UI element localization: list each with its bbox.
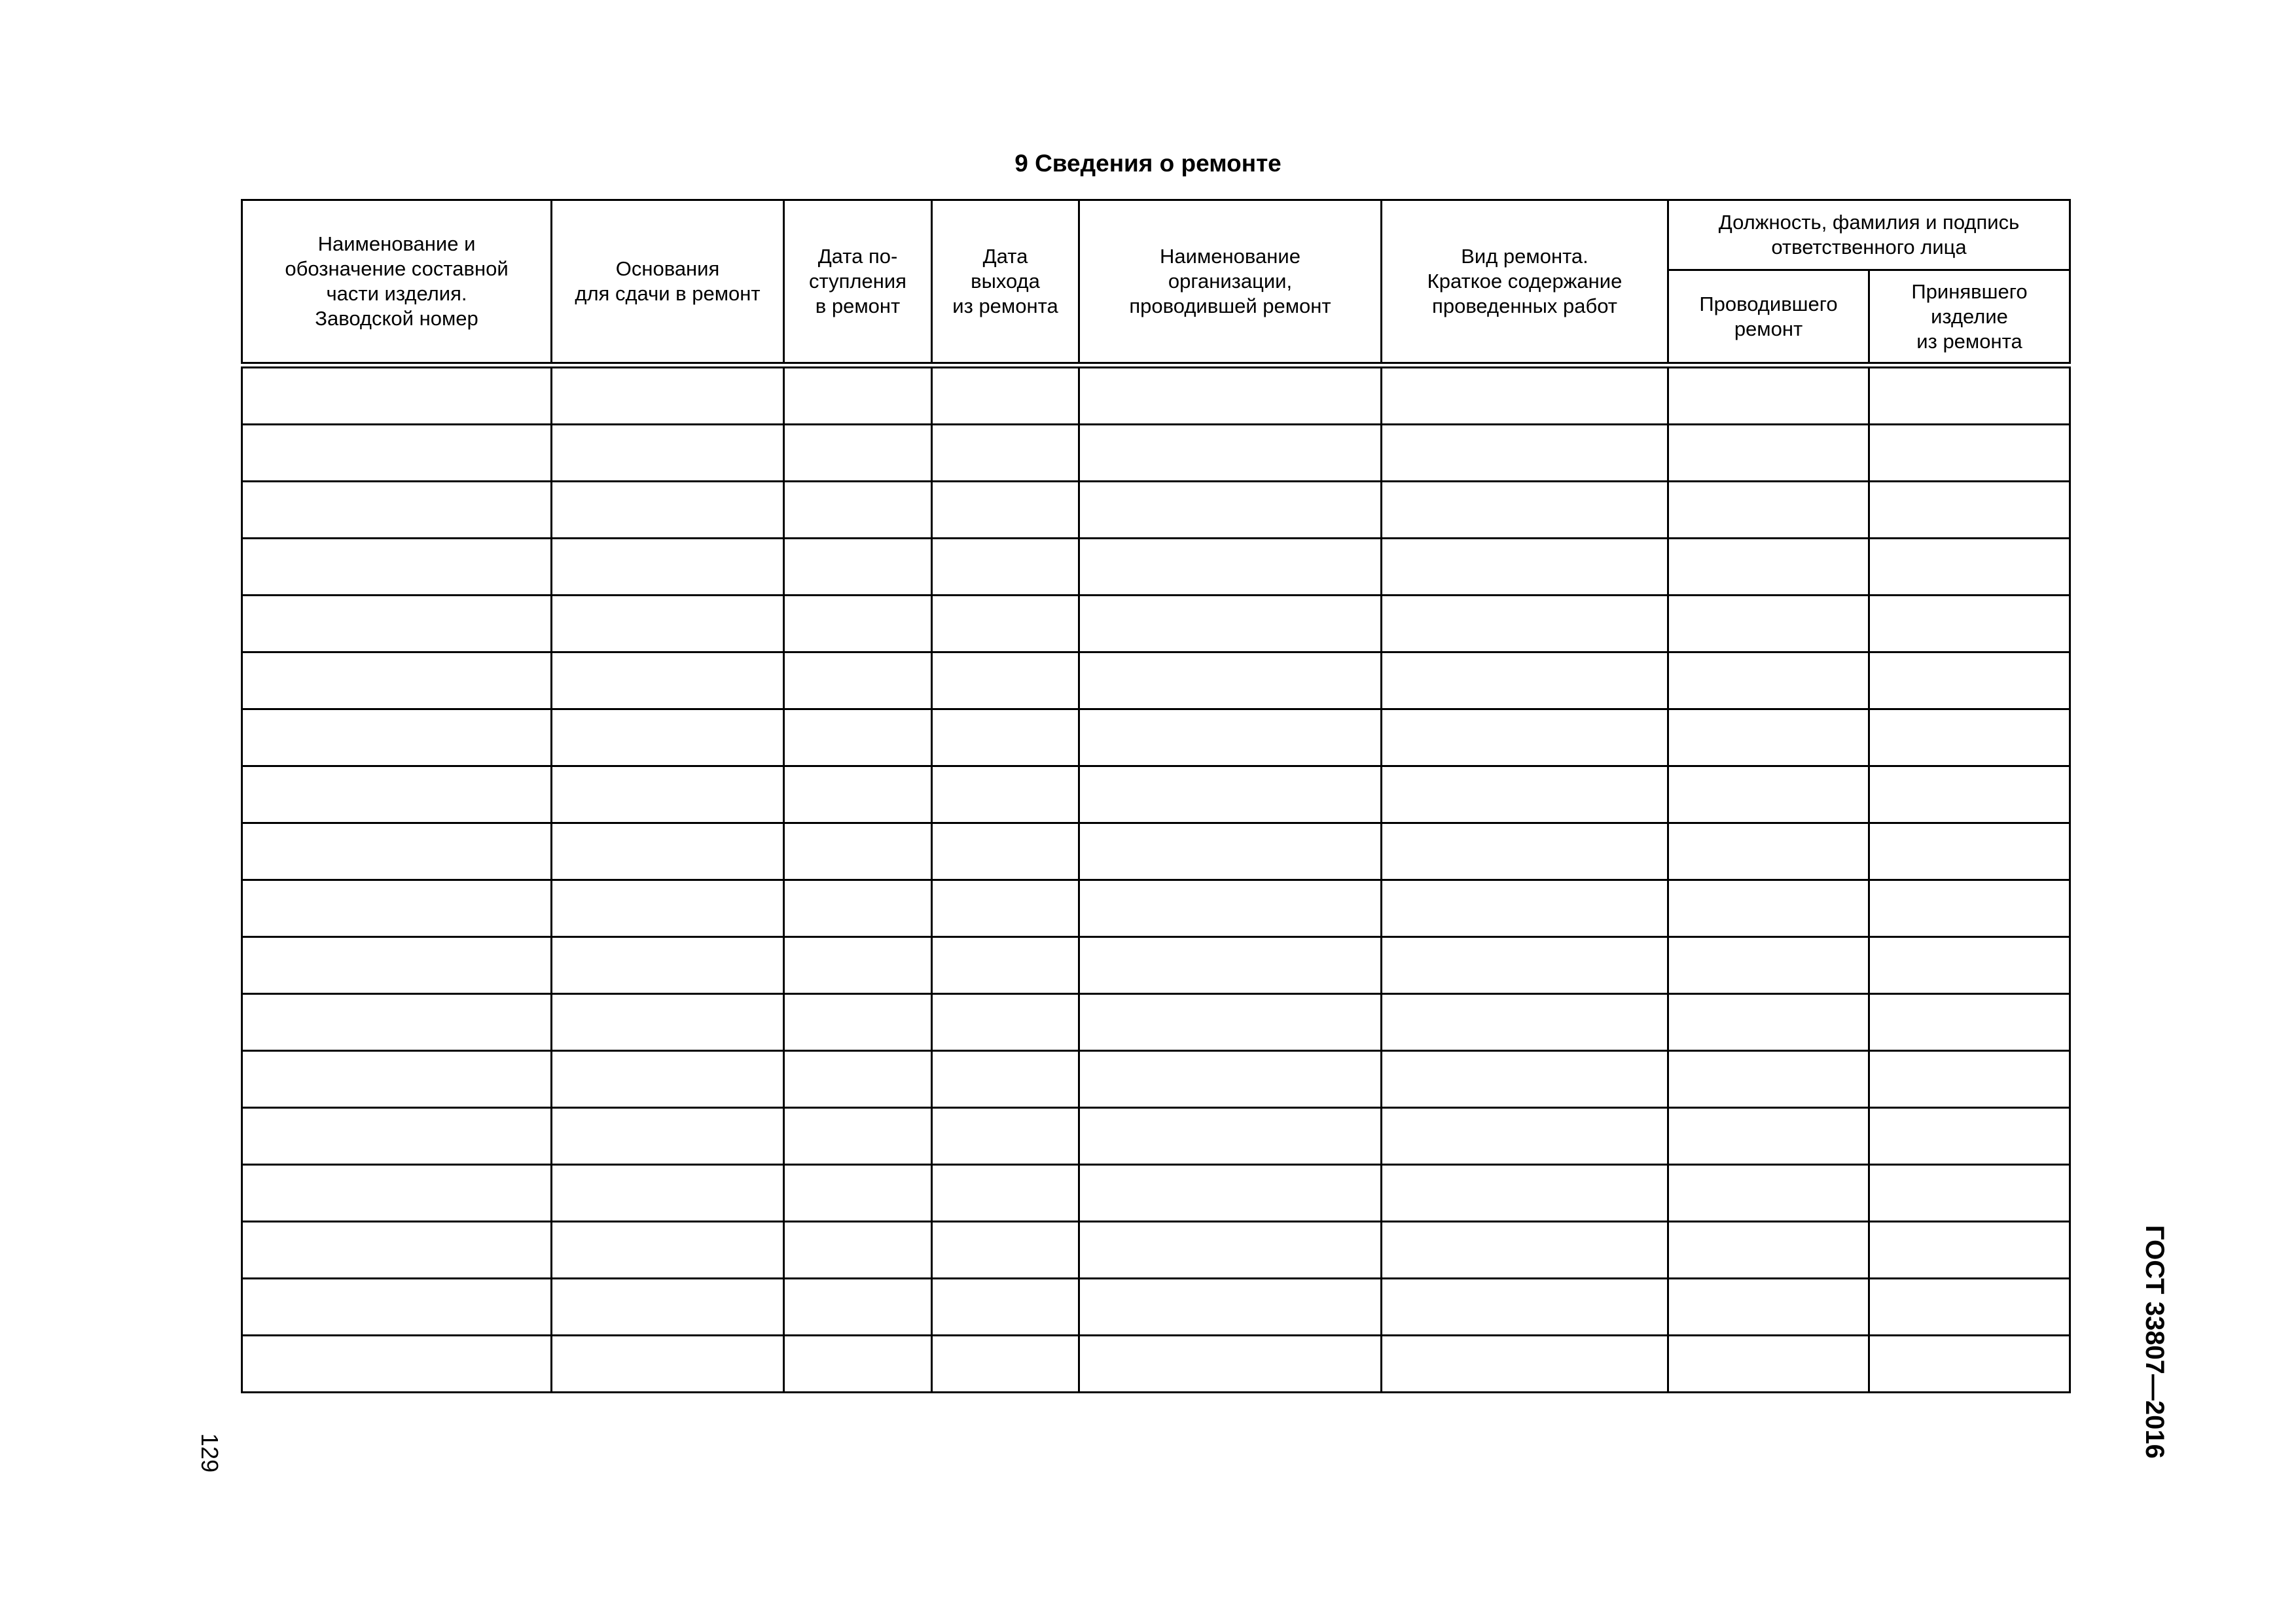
cell-date-in bbox=[784, 1222, 932, 1279]
cell-organization bbox=[1079, 539, 1382, 596]
table-row bbox=[242, 539, 2070, 596]
repair-records-table bbox=[241, 199, 2071, 1393]
cell-basis bbox=[552, 365, 784, 425]
table-row bbox=[242, 425, 2070, 482]
cell-component bbox=[242, 709, 552, 766]
cell-basis bbox=[552, 1108, 784, 1165]
table-row bbox=[242, 1165, 2070, 1222]
cell-date-out bbox=[932, 1279, 1079, 1336]
cell-basis bbox=[552, 425, 784, 482]
cell-performed bbox=[1668, 823, 1869, 880]
cell-accepted bbox=[1869, 937, 2070, 994]
cell-repair-type bbox=[1382, 1165, 1668, 1222]
cell-repair-type bbox=[1382, 1108, 1668, 1165]
cell-accepted bbox=[1869, 596, 2070, 652]
table-row bbox=[242, 766, 2070, 823]
cell-component bbox=[242, 482, 552, 539]
cell-date-out bbox=[932, 880, 1079, 937]
cell-repair-type bbox=[1382, 596, 1668, 652]
cell-component bbox=[242, 365, 552, 425]
cell-basis bbox=[552, 880, 784, 937]
cell-date-out bbox=[932, 1222, 1079, 1279]
cell-performed bbox=[1668, 880, 1869, 937]
cell-date-out bbox=[932, 937, 1079, 994]
cell-accepted bbox=[1869, 1279, 2070, 1336]
cell-accepted bbox=[1869, 1336, 2070, 1393]
cell-accepted bbox=[1869, 1051, 2070, 1108]
cell-date-out bbox=[932, 482, 1079, 539]
cell-accepted bbox=[1869, 1165, 2070, 1222]
cell-date-in bbox=[784, 880, 932, 937]
cell-component bbox=[242, 539, 552, 596]
cell-organization bbox=[1079, 1051, 1382, 1108]
cell-organization bbox=[1079, 596, 1382, 652]
header-performed: Проводившего ремонт bbox=[1668, 270, 1869, 366]
cell-performed bbox=[1668, 1108, 1869, 1165]
cell-date-in bbox=[784, 652, 932, 709]
table-header-row bbox=[242, 200, 2070, 270]
cell-organization bbox=[1079, 766, 1382, 823]
cell-performed bbox=[1668, 1051, 1869, 1108]
cell-performed bbox=[1668, 365, 1869, 425]
cell-performed bbox=[1668, 425, 1869, 482]
cell-date-out bbox=[932, 766, 1079, 823]
cell-basis bbox=[552, 652, 784, 709]
cell-component bbox=[242, 766, 552, 823]
cell-date-in bbox=[784, 937, 932, 994]
table-row bbox=[242, 823, 2070, 880]
cell-performed bbox=[1668, 937, 1869, 994]
cell-organization bbox=[1079, 1279, 1382, 1336]
cell-date-in bbox=[784, 709, 932, 766]
cell-basis bbox=[552, 709, 784, 766]
cell-accepted bbox=[1869, 709, 2070, 766]
table-row bbox=[242, 365, 2070, 425]
cell-organization bbox=[1079, 482, 1382, 539]
header-component: Наименование и обозначение составной части изделия. Заводской номер bbox=[242, 200, 552, 366]
table-row bbox=[242, 596, 2070, 652]
cell-date-in bbox=[784, 766, 932, 823]
cell-date-in bbox=[784, 1336, 932, 1393]
cell-accepted bbox=[1869, 1222, 2070, 1279]
cell-component bbox=[242, 1108, 552, 1165]
cell-accepted bbox=[1869, 880, 2070, 937]
table-row bbox=[242, 709, 2070, 766]
cell-date-in bbox=[784, 823, 932, 880]
cell-date-out bbox=[932, 994, 1079, 1051]
cell-accepted bbox=[1869, 766, 2070, 823]
cell-component bbox=[242, 937, 552, 994]
cell-basis bbox=[552, 766, 784, 823]
cell-date-out bbox=[932, 1165, 1079, 1222]
cell-performed bbox=[1668, 1165, 1869, 1222]
cell-date-out bbox=[932, 596, 1079, 652]
cell-basis bbox=[552, 1279, 784, 1336]
cell-basis bbox=[552, 1165, 784, 1222]
cell-repair-type bbox=[1382, 1279, 1668, 1336]
cell-date-out bbox=[932, 652, 1079, 709]
table-row bbox=[242, 652, 2070, 709]
cell-basis bbox=[552, 823, 784, 880]
cell-basis bbox=[552, 539, 784, 596]
cell-basis bbox=[552, 482, 784, 539]
cell-performed bbox=[1668, 482, 1869, 539]
header-repair-type: Вид ремонта. Краткое содержание проведенных работ bbox=[1382, 200, 1668, 366]
cell-organization bbox=[1079, 994, 1382, 1051]
cell-accepted bbox=[1869, 365, 2070, 425]
header-date-in: Дата по- ступления в ремонт bbox=[784, 200, 932, 366]
cell-basis bbox=[552, 596, 784, 652]
cell-date-in bbox=[784, 365, 932, 425]
cell-performed bbox=[1668, 709, 1869, 766]
cell-organization bbox=[1079, 937, 1382, 994]
cell-performed bbox=[1668, 652, 1869, 709]
cell-component bbox=[242, 994, 552, 1051]
document-code: ГОСТ 33807—2016 bbox=[2140, 1225, 2169, 1459]
cell-accepted bbox=[1869, 652, 2070, 709]
cell-accepted bbox=[1869, 482, 2070, 539]
cell-basis bbox=[552, 1051, 784, 1108]
cell-component bbox=[242, 1279, 552, 1336]
cell-component bbox=[242, 823, 552, 880]
cell-performed bbox=[1668, 1222, 1869, 1279]
cell-repair-type bbox=[1382, 482, 1668, 539]
cell-component bbox=[242, 425, 552, 482]
cell-component bbox=[242, 1336, 552, 1393]
cell-date-out bbox=[932, 709, 1079, 766]
header-basis: Основания для сдачи в ремонт bbox=[552, 200, 784, 366]
table-row bbox=[242, 1222, 2070, 1279]
cell-organization bbox=[1079, 425, 1382, 482]
cell-repair-type bbox=[1382, 1336, 1668, 1393]
cell-organization bbox=[1079, 880, 1382, 937]
cell-repair-type bbox=[1382, 994, 1668, 1051]
cell-basis bbox=[552, 937, 784, 994]
cell-date-out bbox=[932, 823, 1079, 880]
table-body bbox=[242, 365, 2070, 1393]
cell-repair-type bbox=[1382, 539, 1668, 596]
cell-repair-type bbox=[1382, 766, 1668, 823]
cell-organization bbox=[1079, 652, 1382, 709]
cell-accepted bbox=[1869, 994, 2070, 1051]
cell-repair-type bbox=[1382, 1051, 1668, 1108]
cell-repair-type bbox=[1382, 365, 1668, 425]
cell-organization bbox=[1079, 709, 1382, 766]
cell-date-out bbox=[932, 1336, 1079, 1393]
cell-organization bbox=[1079, 823, 1382, 880]
cell-repair-type bbox=[1382, 709, 1668, 766]
cell-date-in bbox=[784, 425, 932, 482]
cell-basis bbox=[552, 1222, 784, 1279]
cell-repair-type bbox=[1382, 937, 1668, 994]
cell-component bbox=[242, 880, 552, 937]
cell-date-in bbox=[784, 539, 932, 596]
cell-organization bbox=[1079, 1165, 1382, 1222]
cell-date-in bbox=[784, 1051, 932, 1108]
table-row bbox=[242, 1336, 2070, 1393]
cell-date-out bbox=[932, 539, 1079, 596]
cell-organization bbox=[1079, 1222, 1382, 1279]
cell-basis bbox=[552, 1336, 784, 1393]
cell-performed bbox=[1668, 539, 1869, 596]
cell-organization bbox=[1079, 1108, 1382, 1165]
cell-component bbox=[242, 1051, 552, 1108]
page-number: 129 bbox=[196, 1433, 223, 1473]
cell-component bbox=[242, 1165, 552, 1222]
cell-performed bbox=[1668, 1336, 1869, 1393]
table-row bbox=[242, 994, 2070, 1051]
header-accepted: Принявшего изделие из ремонта bbox=[1869, 270, 2070, 366]
cell-organization bbox=[1079, 365, 1382, 425]
cell-component bbox=[242, 1222, 552, 1279]
table-row bbox=[242, 482, 2070, 539]
cell-repair-type bbox=[1382, 823, 1668, 880]
cell-performed bbox=[1668, 1279, 1869, 1336]
cell-component bbox=[242, 596, 552, 652]
table-row bbox=[242, 1279, 2070, 1336]
table-row bbox=[242, 880, 2070, 937]
cell-accepted bbox=[1869, 425, 2070, 482]
cell-component bbox=[242, 652, 552, 709]
cell-performed bbox=[1668, 766, 1869, 823]
section-title: 9 Сведения о ремонте bbox=[1014, 150, 1282, 177]
cell-repair-type bbox=[1382, 1222, 1668, 1279]
cell-accepted bbox=[1869, 1108, 2070, 1165]
cell-date-out bbox=[932, 1108, 1079, 1165]
table-row bbox=[242, 1108, 2070, 1165]
cell-date-out bbox=[932, 425, 1079, 482]
cell-date-out bbox=[932, 1051, 1079, 1108]
cell-date-in bbox=[784, 1165, 932, 1222]
cell-accepted bbox=[1869, 539, 2070, 596]
cell-date-in bbox=[784, 1279, 932, 1336]
cell-date-in bbox=[784, 1108, 932, 1165]
table-row bbox=[242, 1051, 2070, 1108]
table-row bbox=[242, 937, 2070, 994]
cell-date-in bbox=[784, 596, 932, 652]
cell-repair-type bbox=[1382, 652, 1668, 709]
header-responsible: Должность, фамилия и подпись ответственного лица bbox=[1668, 200, 2070, 270]
cell-repair-type bbox=[1382, 425, 1668, 482]
header-date-out: Дата выхода из ремонта bbox=[932, 200, 1079, 366]
cell-date-in bbox=[784, 994, 932, 1051]
cell-date-in bbox=[784, 482, 932, 539]
cell-performed bbox=[1668, 994, 1869, 1051]
cell-accepted bbox=[1869, 823, 2070, 880]
cell-date-out bbox=[932, 365, 1079, 425]
cell-performed bbox=[1668, 596, 1869, 652]
cell-repair-type bbox=[1382, 880, 1668, 937]
cell-basis bbox=[552, 994, 784, 1051]
cell-organization bbox=[1079, 1336, 1382, 1393]
header-organization: Наименование организации, проводившей ремонт bbox=[1079, 200, 1382, 366]
